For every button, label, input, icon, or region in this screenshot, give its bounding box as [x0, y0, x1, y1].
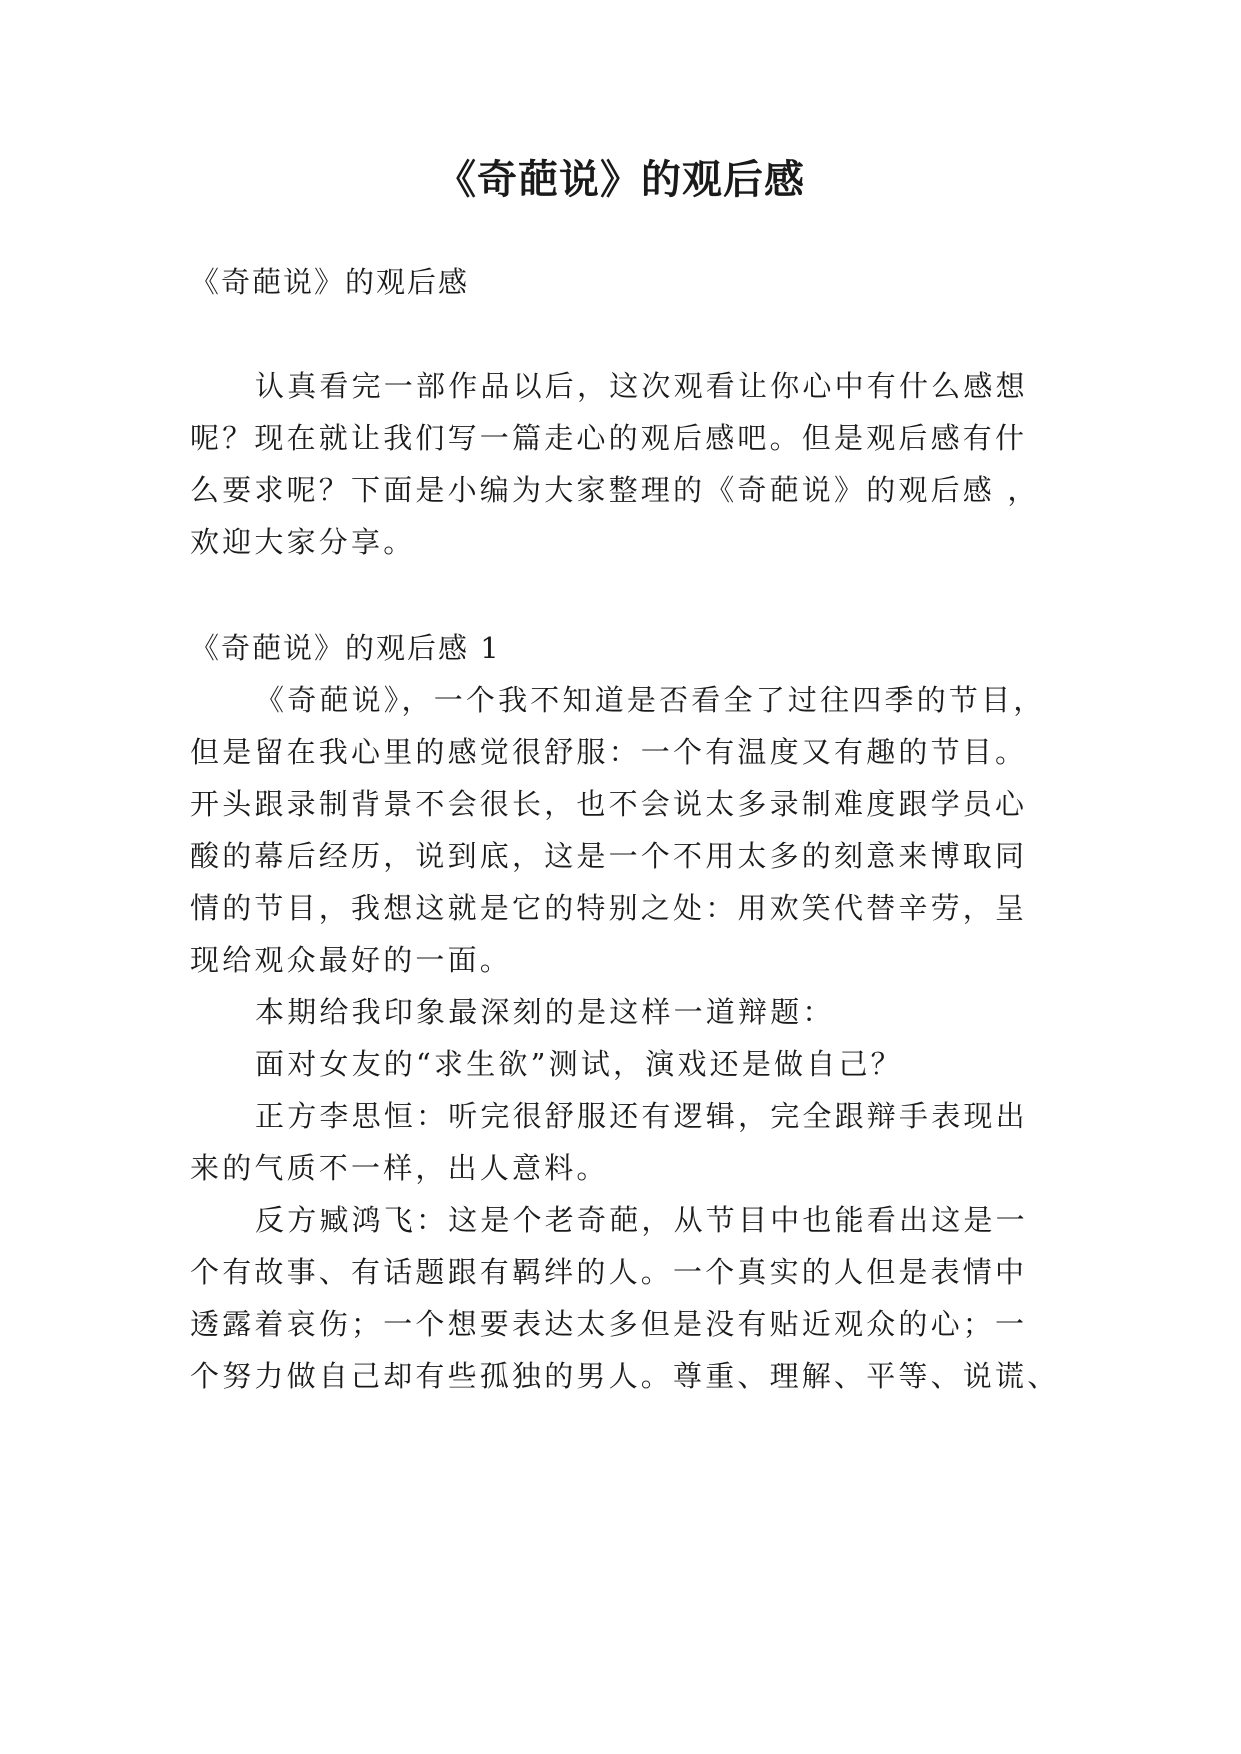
body-line: 但是留在我心里的感觉很舒服：一个有温度又有趣的节目。	[190, 735, 1028, 769]
body-line: 《奇葩说》，一个我不知道是否看全了过往四季的节目，	[255, 683, 1046, 717]
body-line: 本期给我印象最深刻的是这样一道辩题：	[255, 995, 835, 1029]
intro-line: 呢？现在就让我们写一篇走心的观后感吧。但是观后感有什	[190, 421, 1028, 455]
body-line: 来的气质不一样，出人意料。	[190, 1151, 609, 1185]
body-line: 现给观众最好的一面。	[190, 943, 513, 977]
body-line: 个努力做自己却有些孤独的男人。尊重、理解、平等、说谎、	[190, 1359, 1060, 1393]
body-line: 酸的幕后经历，说到底，这是一个不用太多的刻意来博取同	[190, 839, 1028, 873]
body-line: 正方李思恒：听完很舒服还有逻辑，完全跟辩手表现出	[255, 1099, 1028, 1133]
intro-line: 么要求呢？下面是小编为大家整理的《奇葩说》的观后感 ，	[190, 473, 1040, 507]
body-line: 面对女友的“求生欲”测试，演戏还是做自己？	[255, 1047, 903, 1081]
intro-line: 认真看完一部作品以后，这次观看让你心中有什么感想	[255, 369, 1028, 403]
body-line: 开头跟录制背景不会很长，也不会说太多录制难度跟学员心	[190, 787, 1028, 821]
body-line: 个有故事、有话题跟有羁绊的人。一个真实的人但是表情中	[190, 1255, 1028, 1289]
subtitle: 《奇葩说》的观后感	[190, 265, 470, 299]
section-heading: 《奇葩说》的观后感 1	[190, 631, 501, 665]
body-line: 透露着哀伤；一个想要表达太多但是没有贴近观众的心；一	[190, 1307, 1028, 1341]
body-line: 反方臧鸿飞：这是个老奇葩，从节目中也能看出这是一	[255, 1203, 1028, 1237]
intro-line: 欢迎大家分享。	[190, 525, 416, 559]
document-title: 《奇葩说》的观后感	[436, 157, 805, 203]
body-line: 情的节目，我想这就是它的特别之处：用欢笑代替辛劳，呈	[190, 891, 1028, 925]
